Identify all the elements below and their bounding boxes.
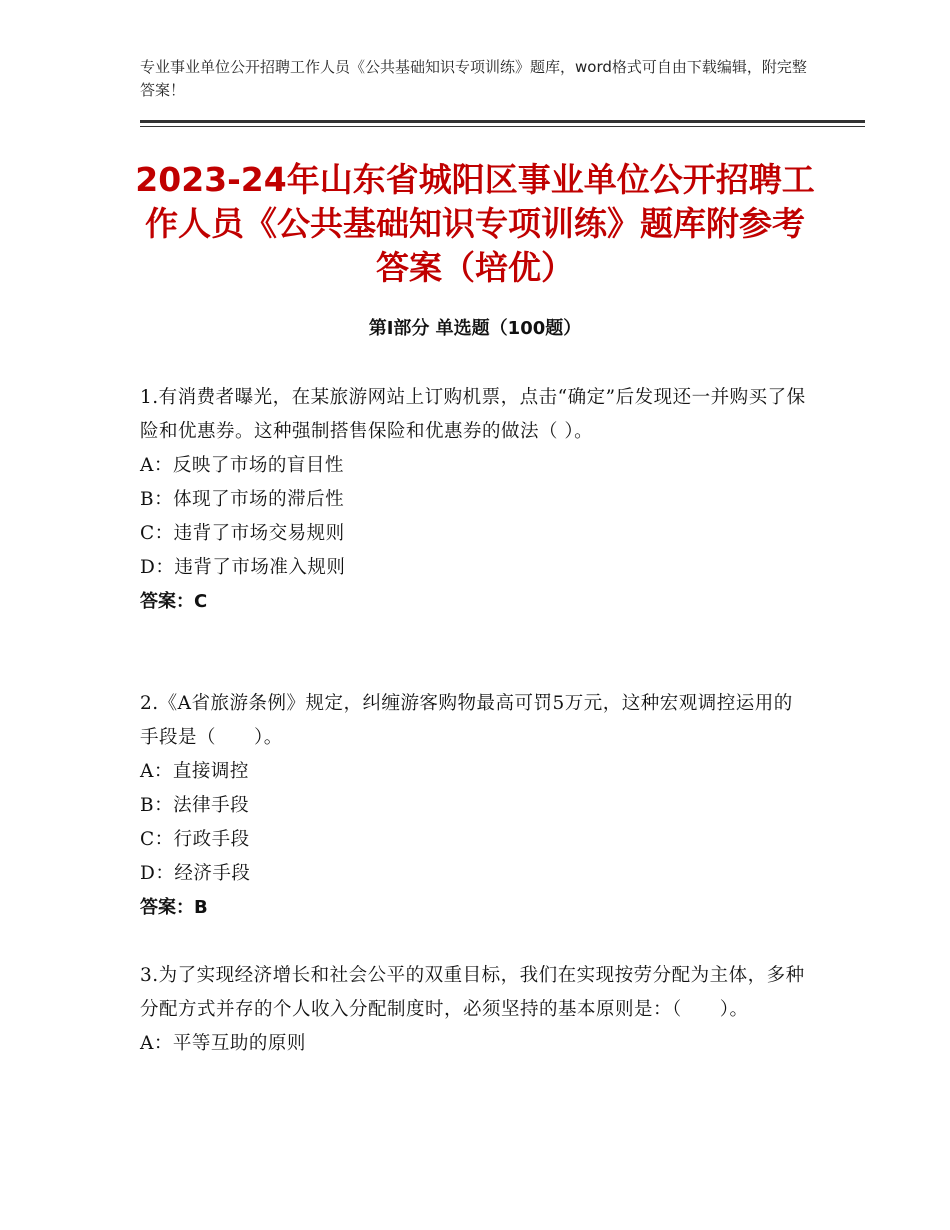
option-c: C：行政手段	[140, 829, 250, 850]
question-stem: 1.有消费者曝光，在某旅游网站上订购机票，点击“确定”后发现还一并购买了保险和优惠券。这种强制搭售保险和优惠券的做法（ ）。	[140, 387, 806, 442]
option-d: D：经济手段	[140, 863, 251, 884]
document-title: 2023-24年山东省城阳区事业单位公开招聘工作人员《公共基础知识专项训练》题库附参考答案（培优）	[135, 160, 815, 287]
section-title: 第Ⅰ部分 单选题（100题）	[368, 318, 582, 339]
option-b: B：体现了市场的滞后性	[140, 489, 345, 510]
question-3	[140, 959, 808, 1061]
header-rule-thin	[140, 126, 865, 127]
answer: 答案：B	[140, 897, 208, 918]
option-a: A：平等互助的原则	[140, 1033, 306, 1054]
option-a: A：反映了市场的盲目性	[140, 455, 344, 476]
option-c: C：违背了市场交易规则	[140, 523, 345, 544]
header-rule-thick	[140, 120, 865, 123]
question-stem: 2.《A省旅游条例》规定，纠缠游客购物最高可罚5万元，这种宏观调控运用的手段是（ ）。	[140, 693, 793, 748]
question-2	[140, 687, 808, 925]
question-stem: 3.为了实现经济增长和社会公平的双重目标，我们在实现按劳分配为主体，多种分配方式并存的个人收入分配制度时，必须坚持的基本原则是：（ ）。	[140, 965, 805, 1020]
option-a: A：直接调控	[140, 761, 249, 782]
option-b: B：法律手段	[140, 795, 250, 816]
answer: 答案：C	[140, 591, 208, 612]
question-1	[140, 381, 808, 619]
option-d: D：违背了市场准入规则	[140, 557, 346, 578]
header-note: 专业事业单位公开招聘工作人员《公共基础知识专项训练》题库，word格式可自由下载编辑，附完整答案！	[140, 58, 807, 99]
